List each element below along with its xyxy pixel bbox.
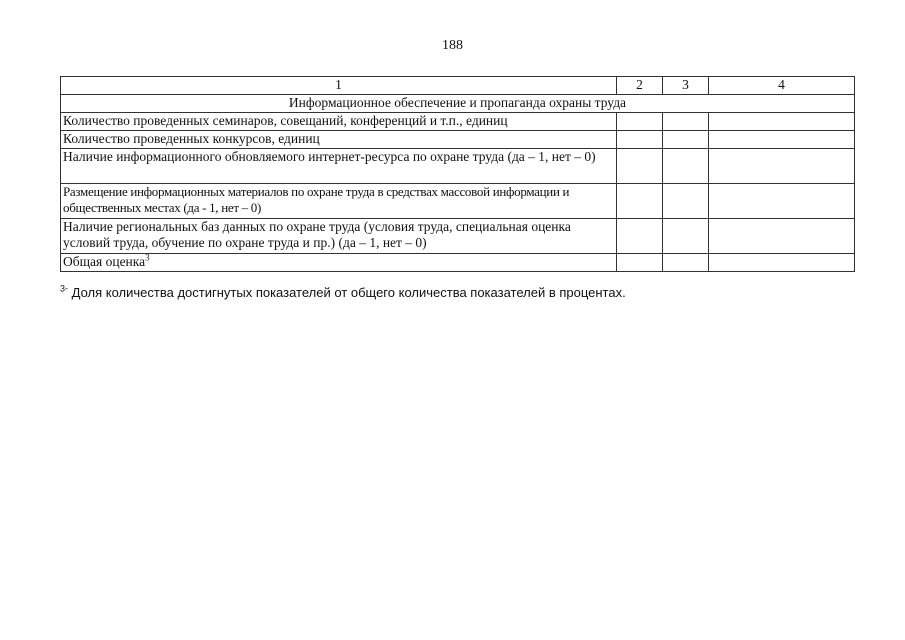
row-cell bbox=[663, 149, 709, 184]
table-row bbox=[61, 113, 855, 131]
table-row bbox=[61, 149, 855, 184]
table-row bbox=[61, 219, 855, 254]
header-col-4: 4 bbox=[709, 77, 855, 95]
row-cell bbox=[709, 113, 855, 131]
row-label: Наличие информационного обновляемого интернет-ресурса по охране труда (да – 1, нет – 0) bbox=[61, 149, 617, 184]
row-cell bbox=[617, 184, 663, 219]
footnote-marker: 3- bbox=[60, 283, 69, 294]
row-cell bbox=[617, 254, 663, 272]
table-header-row bbox=[61, 77, 855, 95]
total-row-label bbox=[61, 254, 617, 272]
row-label: Количество проведенных семинаров, совещаний, конференций и т.п., единиц bbox=[61, 113, 617, 131]
row-cell bbox=[709, 184, 855, 219]
header-col-3: 3 bbox=[663, 77, 709, 95]
row-cell bbox=[709, 131, 855, 149]
indicators-table bbox=[60, 76, 855, 272]
row-cell bbox=[617, 219, 663, 254]
table-row bbox=[61, 254, 855, 272]
row-cell bbox=[617, 113, 663, 131]
row-cell bbox=[663, 219, 709, 254]
section-row bbox=[61, 95, 855, 113]
footnote-ref: 3 bbox=[145, 252, 150, 263]
row-cell bbox=[617, 131, 663, 149]
header-col-2: 2 bbox=[617, 77, 663, 95]
table-row bbox=[61, 131, 855, 149]
header-col-1: 1 bbox=[61, 77, 617, 95]
row-label: Размещение информационных материалов по охране труда в средствах массовой информации и общественных местах (да - 1, нет – 0) bbox=[61, 184, 617, 219]
row-cell bbox=[663, 254, 709, 272]
row-cell bbox=[709, 149, 855, 184]
row-cell bbox=[617, 149, 663, 184]
total-label-text: Общая оценка bbox=[63, 254, 146, 269]
row-label: Количество проведенных конкурсов, единиц bbox=[61, 131, 617, 149]
row-cell bbox=[663, 184, 709, 219]
row-label: Наличие региональных баз данных по охране труда (условия труда, специальная оценка условий труда, обучение по охране труда и пр.) (да – 1, нет – 0) bbox=[61, 219, 617, 254]
page-number: 188 bbox=[442, 38, 463, 53]
row-cell bbox=[709, 219, 855, 254]
footnote bbox=[60, 285, 626, 300]
footnote-text: Доля количества достигнутых показателей от общего количества показателей в процентах. bbox=[71, 285, 626, 300]
row-cell bbox=[709, 254, 855, 272]
row-cell bbox=[663, 131, 709, 149]
row-cell bbox=[663, 113, 709, 131]
table-row bbox=[61, 184, 855, 219]
section-title: Информационное обеспечение и пропаганда охраны труда bbox=[61, 95, 855, 113]
